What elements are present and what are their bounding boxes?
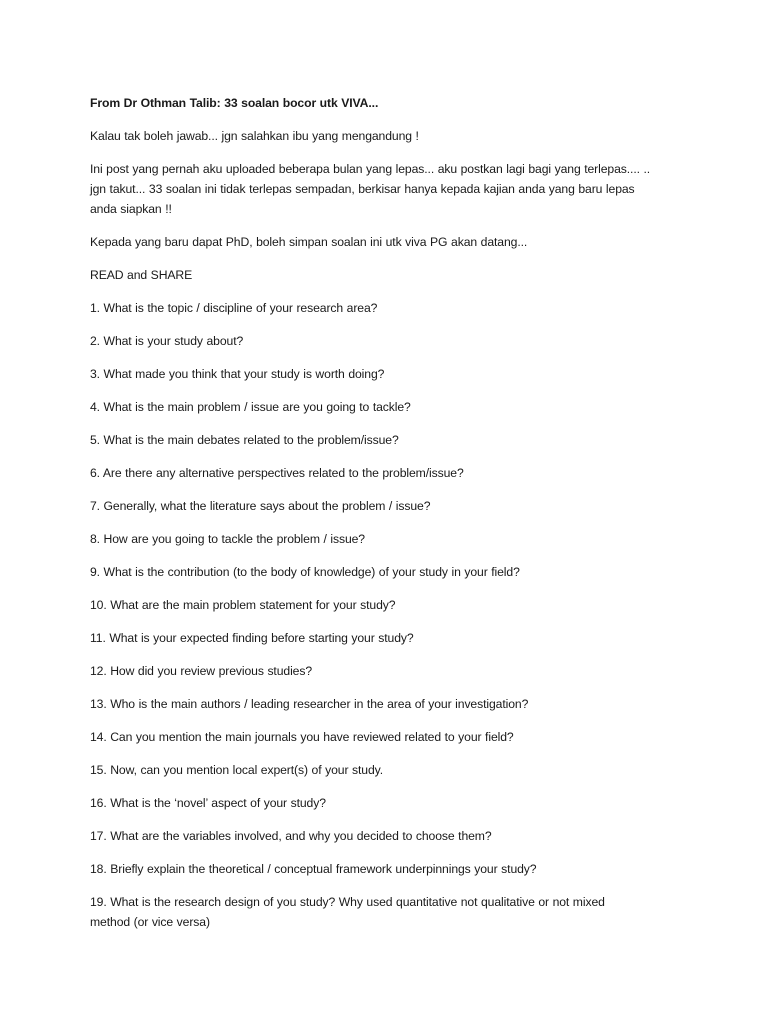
question-item: 18. Briefly explain the theoretical / conceptual framework underpinnings your study? [90,862,537,876]
question-item: 17. What are the variables involved, and why you decided to choose them? [90,829,492,843]
question-item: 15. Now, can you mention local expert(s) of your study. [90,763,384,777]
question-item: 2. What is your study about? [90,334,244,348]
question-19-line-2: method (or vice versa) [90,915,210,929]
intro-paragraph-2 [90,159,690,219]
document-title: From Dr Othman Talib: 33 soalan bocor utk VIVA... [90,96,379,110]
intro-paragraph-3: Kepada yang baru dapat PhD, boleh simpan soalan ini utk viva PG akan datang... [90,235,528,249]
question-item: 13. Who is the main authors / leading researcher in the area of your investigation? [90,697,529,711]
question-list [90,298,690,932]
intro-paragraph-2-line-2: jgn takut... 33 soalan ini tidak terlepas sempadan, berkisar hanya kepada kajian anda yang baru lepas [90,182,635,196]
question-item: 3. What made you think that your study is worth doing? [90,367,385,381]
intro-paragraph-2-line-3: anda siapkan !! [90,202,172,216]
question-item: 6. Are there any alternative perspectives related to the problem/issue? [90,466,464,480]
question-item: 4. What is the main problem / issue are you going to tackle? [90,400,411,414]
question-item: 1. What is the topic / discipline of your research area? [90,301,378,315]
question-item: 11. What is your expected finding before starting your study? [90,631,414,645]
question-item: 14. Can you mention the main journals you have reviewed related to your field? [90,730,514,744]
question-item: 5. What is the main debates related to the problem/issue? [90,433,399,447]
document-page [90,93,690,945]
question-item-19 [90,892,690,932]
question-item: 9. What is the contribution (to the body of knowledge) of your study in your field? [90,565,520,579]
question-19-line-1: 19. What is the research design of you study? Why used quantitative not qualitative or not mixed [90,895,605,909]
intro-paragraph-1: Kalau tak boleh jawab... jgn salahkan ibu yang mengandung ! [90,129,419,143]
question-item: 16. What is the ‘novel’ aspect of your study? [90,796,326,810]
intro-paragraph-4: READ and SHARE [90,268,193,282]
question-item: 8. How are you going to tackle the problem / issue? [90,532,365,546]
intro-paragraph-2-line-1: Ini post yang pernah aku uploaded beberapa bulan yang lepas... aku postkan lagi bagi yang terlepas.... .. [90,162,651,176]
question-item: 12. How did you review previous studies? [90,664,313,678]
question-item: 10. What are the main problem statement for your study? [90,598,396,612]
question-item: 7. Generally, what the literature says about the problem / issue? [90,499,431,513]
